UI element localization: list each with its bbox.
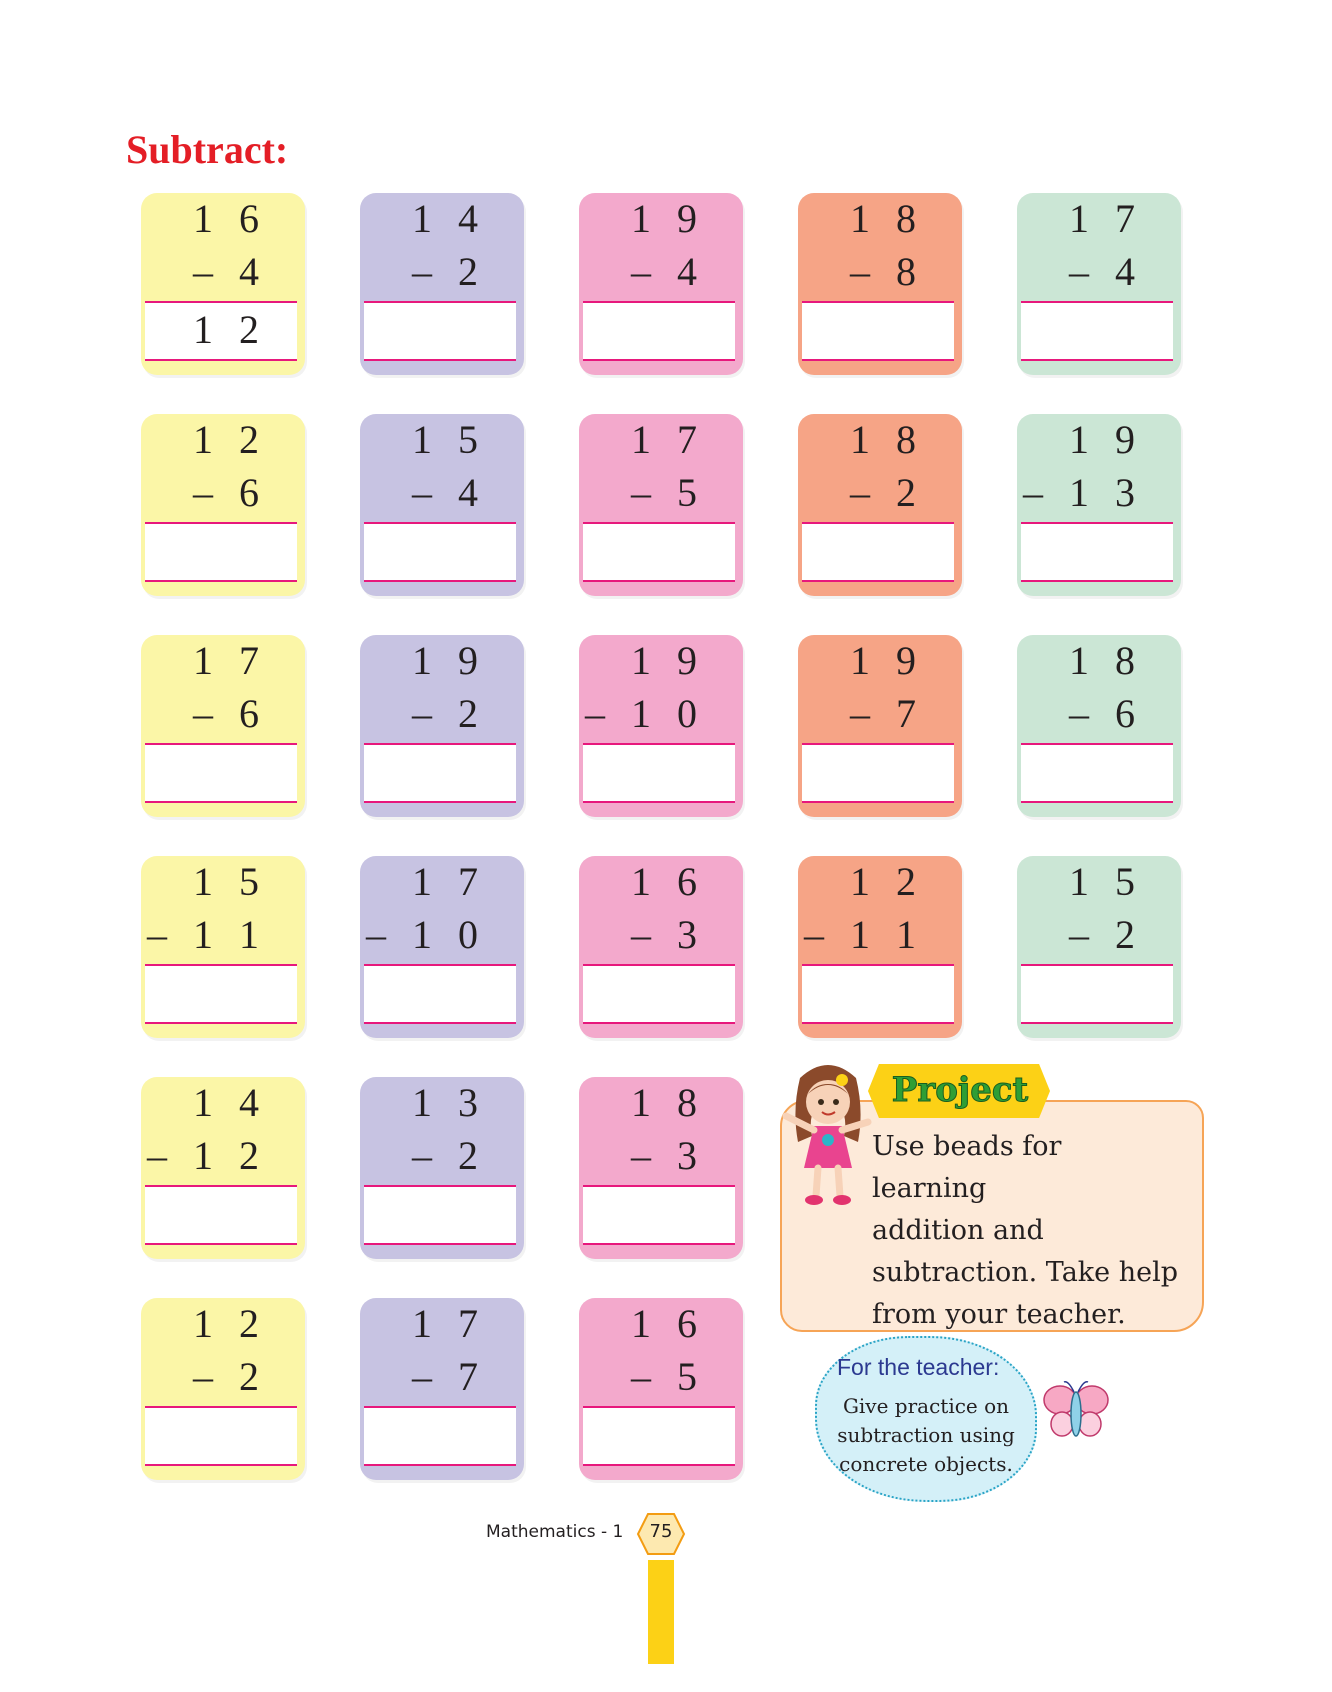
subtraction-card [360,856,524,1038]
answer-box[interactable] [145,743,297,803]
subtrahend: – 6 [1069,691,1143,736]
page-number: 75 [649,1521,673,1542]
answer-box[interactable] [364,1185,516,1245]
minuend: 1 6 [631,1301,705,1346]
subtrahend: – 8 [850,249,924,294]
subtraction-card [579,1077,743,1259]
subtraction-card [141,193,305,375]
subtraction-card [579,856,743,1038]
subtrahend: – 1 2 [147,1133,267,1178]
answer-box[interactable] [1021,522,1173,582]
project-panel [780,1058,1210,1338]
answer-box[interactable] [1021,301,1173,361]
answer-box[interactable] [364,301,516,361]
subtraction-card [1017,635,1181,817]
project-text [872,1126,1182,1336]
minuend: 1 4 [412,196,486,241]
answer-box[interactable] [802,743,954,803]
teacher-note-line: Give practice on [842,1394,1010,1418]
subtraction-card [360,414,524,596]
answer-box[interactable] [802,301,954,361]
subtraction-card [360,1077,524,1259]
answer-box[interactable] [145,1185,297,1245]
answer-box[interactable] [583,1185,735,1245]
minuend: 1 3 [412,1080,486,1125]
footer-label: Mathematics - 1 [486,1522,624,1542]
subtraction-card [1017,856,1181,1038]
answer-box[interactable] [1021,743,1173,803]
minuend: 1 8 [850,196,924,241]
minuend: 1 8 [631,1080,705,1125]
teacher-note-text [829,1392,1023,1479]
subtrahend: – 2 [193,1354,267,1399]
answer-box[interactable] [583,1406,735,1466]
minuend: 1 9 [850,638,924,683]
answer-box[interactable] [364,522,516,582]
minuend: 1 8 [1069,638,1143,683]
project-line: Use beads for learning [872,1131,1062,1204]
answer-box[interactable] [364,743,516,803]
answer-box[interactable] [1021,964,1173,1024]
answer-box[interactable] [145,522,297,582]
subtraction-card [360,193,524,375]
minuend: 1 8 [850,417,924,462]
answer-box[interactable] [364,1406,516,1466]
subtraction-card [579,414,743,596]
subtraction-card [141,635,305,817]
teacher-note-title: For the teacher: [837,1354,1000,1380]
minuend: 1 4 [193,1080,267,1125]
subtrahend: – 1 0 [366,912,486,957]
minuend: 1 5 [193,859,267,904]
subtraction-card [141,856,305,1038]
subtraction-card [1017,414,1181,596]
subtraction-card [141,414,305,596]
subtrahend: – 6 [193,691,267,736]
subtrahend: – 4 [193,249,267,294]
minuend: 1 5 [1069,859,1143,904]
answer-box[interactable] [145,964,297,1024]
subtrahend: – 2 [1069,912,1143,957]
teacher-note [815,1336,1037,1502]
butterfly-icon [1040,1378,1112,1446]
subtrahend: – 4 [1069,249,1143,294]
subtraction-card [798,414,962,596]
subtrahend: – 6 [193,470,267,515]
minuend: 1 7 [412,859,486,904]
minuend: 1 2 [193,417,267,462]
subtrahend: – 2 [412,1133,486,1178]
subtraction-card [798,856,962,1038]
minuend: 1 7 [193,638,267,683]
minuend: 1 9 [412,638,486,683]
subtrahend: – 4 [631,249,705,294]
project-line: subtraction. Take help [872,1257,1179,1288]
minuend: 1 9 [1069,417,1143,462]
page-strip [648,1560,674,1664]
minuend: 1 7 [412,1301,486,1346]
subtrahend: – 5 [631,1354,705,1399]
subtrahend: – 2 [412,691,486,736]
answer-value: 1 2 [193,307,267,352]
minuend: 1 6 [193,196,267,241]
answer-box[interactable] [583,522,735,582]
subtraction-card [579,635,743,817]
minuend: 1 7 [631,417,705,462]
project-line: addition and [872,1215,1044,1246]
subtraction-card [579,1298,743,1480]
subtrahend: – 3 [631,912,705,957]
minuend: 1 9 [631,196,705,241]
subtrahend: – 5 [631,470,705,515]
subtrahend: – 7 [850,691,924,736]
girl-illustration [780,1058,876,1208]
subtraction-card [360,1298,524,1480]
subtraction-card [141,1298,305,1480]
subtrahend: – 4 [412,470,486,515]
answer-box[interactable] [583,964,735,1024]
project-title: Project [891,1070,1029,1110]
minuend: 1 7 [1069,196,1143,241]
subtraction-card [1017,193,1181,375]
subtrahend: – 2 [412,249,486,294]
subtraction-card [579,193,743,375]
answer-box[interactable] [802,964,954,1024]
page-title: Subtract: [126,127,289,172]
subtraction-card [798,635,962,817]
subtrahend: – 1 1 [804,912,924,957]
subtrahend: – 1 0 [585,691,705,736]
answer-box[interactable] [583,301,735,361]
minuend: 1 2 [850,859,924,904]
answer-box[interactable] [364,964,516,1024]
subtraction-card [360,635,524,817]
answer-box[interactable] [145,301,297,361]
minuend: 1 2 [193,1301,267,1346]
answer-box[interactable] [802,522,954,582]
teacher-note-line: concrete objects. [839,1452,1013,1476]
answer-box[interactable] [145,1406,297,1466]
subtrahend: – 7 [412,1354,486,1399]
minuend: 1 5 [412,417,486,462]
subtrahend: – 1 3 [1023,470,1143,515]
subtrahend: – 3 [631,1133,705,1178]
subtraction-card [798,193,962,375]
answer-box[interactable] [583,743,735,803]
teacher-note-line: subtraction using [837,1423,1015,1447]
subtraction-card [141,1077,305,1259]
project-line: from your teacher. [872,1299,1126,1330]
minuend: 1 9 [631,638,705,683]
subtrahend: – 1 1 [147,912,267,957]
subtrahend: – 2 [850,470,924,515]
minuend: 1 6 [631,859,705,904]
